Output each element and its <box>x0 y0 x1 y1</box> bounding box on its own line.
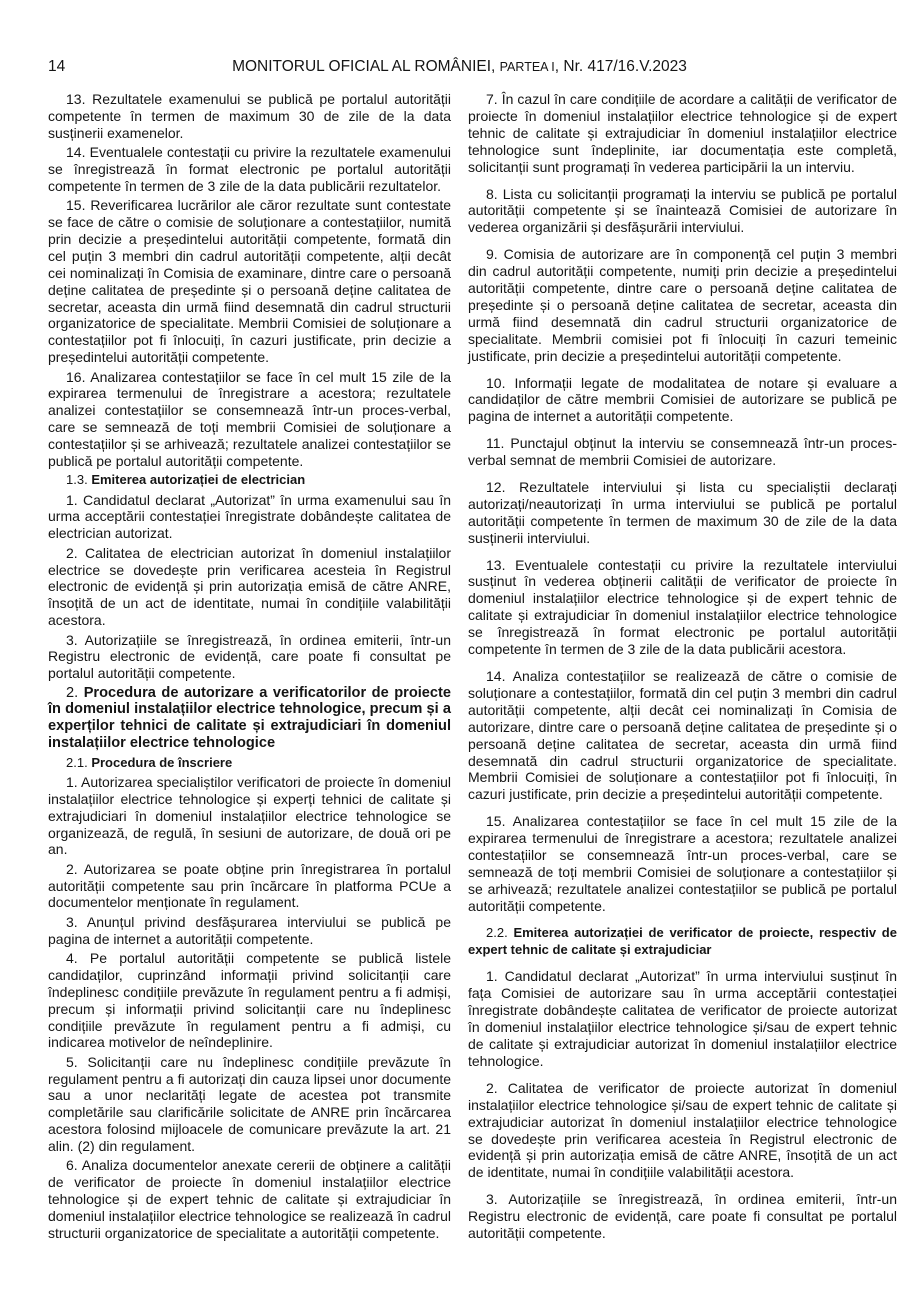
paragraph: 1. Candidatul declarat „Autorizat” în urma examenului sau în urma acceptării contestației înregistrate dobândește calitatea de electrician autorizat. <box>48 491 451 542</box>
page-header <box>0 57 919 77</box>
page-number: 14 <box>48 58 66 75</box>
section-title: Emiterea autorizației de verificator de proiecte, respectiv de expert tehnic de calitate și extrajudiciar <box>468 924 897 957</box>
paragraph: 10. Informații legate de modalitatea de notare și evaluare a candidaților de către membrii Comisiei de autorizare se publică pe pagina de internet a autorității competente. <box>468 374 897 425</box>
paragraph: 6. Analiza documentelor anexate cererii de obținere a calității de verificator de proiecte în domeniul instalațiilor electrice tehnologice și de expert tehnic de calitate și extrajudiciar în domeniul instalațiilor electrice tehnologice se realizează în cadrul structurii organizatorice de specialitate a autorității competente. <box>48 1157 451 1242</box>
paragraph: 13. Eventualele contestații cu privire la rezultatele interviului susținut în vederea obținerii calității de verificator de proiecte în domeniul instalațiilor electrice tehnologice și de expert tehnic de calitate și extrajudiciar în domeniul instalațiilor electrice tehnologice se înregistrează în format electronic pe portalul autorității competente în termen de 3 zile de la data publicării acestora. <box>468 556 897 658</box>
paragraph: 1. Autorizarea specialiștilor verificatori de proiecte în domeniul instalațiilor electrice tehnologice și experți tehnici de calitate și extrajudiciari în domeniul instalațiilor electrice tehnologice se organizează, de regulă, în sesiuni de autorizare, de două ori pe an. <box>48 773 451 858</box>
section-number: 2.1. <box>66 754 88 770</box>
publication-title <box>0 57 919 77</box>
paragraph: 5. Solicitanții care nu îndeplinesc condițiile prevăzute în regulament pentru a fi autorizați din cauza lipsei unor documente sau a unor neclarități legate de acestea pot transmite completările sau clarificările solicitate de ANRE prin încărcarea acestora folosind mijloacele de comunicare prevăzute la art. 21 alin. (2) din regulament. <box>48 1053 451 1155</box>
paragraph: 2. Autorizarea se poate obține prin înregistrarea în portalul autorității competente sau prin încărcare în platforma PCUe a documentelor menționate în regulament. <box>48 860 451 911</box>
paragraph: 12. Rezultatele interviului și lista cu specialiștii declarați autorizați/neautorizați în urma interviului se publică pe portalul autorității competente în termen de maximum 30 de zile de la data susținerii interviului. <box>468 478 897 546</box>
publication-name: MONITORUL OFICIAL AL ROMÂNIEI, <box>232 58 496 75</box>
section-number: 1.3. <box>66 472 88 488</box>
section-heading-2-2 <box>468 925 897 959</box>
paragraph: 2. Calitatea de verificator de proiecte autorizat în domeniul instalațiilor electrice tehnologice și/sau de expert tehnic de calitate și extrajudiciar autorizat în domeniul instalațiilor electrice tehnologice se dovedește prin verificarea acesteia în Registrul electronic de evidență și prin autorizația emisă de către ANRE, însoțită de un act de identitate, numai în condițiile valabilității acestora. <box>468 1079 897 1181</box>
paragraph: 14. Analiza contestațiilor se realizează de către o comisie de soluționare a contestațiilor, formată din cel puțin 3 membri din cadrul autorității competente, alții decât cei nominalizați în Comisia de autorizare, dintre care o persoană deține calitatea de președinte și o persoană deține calitatea de secretar, aceasta din urmă fiind desemnată din cadrul structurii organizatorice de specialitate. Membrii Comisiei de soluționare a contestațiilor pot fi înlocuiți, în cazuri justificate, prin decizie a președintelui autorității competente. <box>468 667 897 803</box>
section-title: Procedura de înscriere <box>91 754 233 770</box>
right-column <box>468 91 897 1242</box>
section-number: 2.2. <box>486 924 508 940</box>
section-title: Emiterea autorizației de electrician <box>91 472 306 488</box>
chapter-number: 2. <box>66 684 79 701</box>
paragraph: 4. Pe portalul autorității competente se publică listele candidaților, cuprinzând informații privind solicitanții care îndeplinesc condițiile prevăzute în regulament pentru a fi admiși, precum și informații privind solicitanții care nu îndeplinesc condițiile prevăzute în regulament pentru a fi admiși, cu indicarea motivelor de neîndeplinire. <box>48 949 451 1051</box>
paragraph: 3. Autorizațiile se înregistrează, în ordinea emiterii, într-un Registru electronic de evidență, care poate fi consultat pe portalul autorității competente. <box>48 631 451 682</box>
publication-issue: , Nr. 417/16.V.2023 <box>554 58 687 75</box>
paragraph: 3. Autorizațiile se înregistrează, în ordinea emiterii, într-un Registru electronic de evidență, care poate fi consultat pe portalul autorității competente. <box>468 1191 897 1241</box>
paragraph: 14. Eventualele contestații cu privire la rezultatele examenului se înregistrează în format electronic pe portalul autorității competente în termen de 3 zile de la data publicării rezultatelor. <box>48 144 451 194</box>
paragraph: 7. În cazul în care condițiile de acordare a calității de verificator de proiecte în domeniul instalațiilor electrice tehnologice și de expert tehnic de calitate și extrajudiciar în domeniul instalațiilor electrice tehnologice sunt îndeplinite, iar documentația este completă, solicitanții sunt programați în vederea participării la un interviu. <box>468 91 897 175</box>
paragraph: 9. Comisia de autorizare are în componență cel puțin 3 membri din cadrul autorității competente, numiți prin decizie a președintelui autorității competente, dintre care o persoană deține calitatea de președinte și o persoană deține calitatea de secretar, aceasta din urmă fiind desemnată din cadrul structurii organizatorice de specialitate. Membrii comisiei pot fi înlocuiți în cazuri temeinic justificate, prin decizie a președintelui autorității competente. <box>468 246 897 364</box>
paragraph: 3. Anunțul privind desfășurarea interviului se publică pe pagina de internet a autorității competente. <box>48 913 451 947</box>
paragraph: 11. Punctajul obținut la interviu se consemnează într-un proces-verbal semnat de membrii Comisiei de autorizare. <box>468 435 897 469</box>
left-column <box>48 91 451 1242</box>
section-heading-2-1 <box>48 755 451 772</box>
chapter-heading-2 <box>48 685 451 753</box>
paragraph: 13. Rezultatele examenului se publică pe portalul autorității competente în termen de maximum 30 de zile de la data susținerii examenelor. <box>48 91 451 141</box>
paragraph: 16. Analizarea contestațiilor se face în cel mult 15 zile de la expirarea termenului de înregistrare a acestora; rezultatele analizei contestațiilor se consemnează într-un proces-verbal, care se semnează de toți membrii Comisiei de soluționare a contestațiilor și se arhivează; rezultatele analizei contestațiilor se publică pe portalul autorității competente. <box>48 368 451 470</box>
paragraph: 8. Lista cu solicitanții programați la interviu se publică pe portalul autorității competente și se înaintează Comisiei de autorizare în vederea organizării și desfășurării interviului. <box>468 185 897 236</box>
paragraph: 15. Analizarea contestațiilor se face în cel mult 15 zile de la expirarea termenului de înregistrare a acestora; rezultatele analizei contestațiilor se consemnează într-un proces-verbal, care se semnează de toți membrii Comisiei de soluționare a contestațiilor și se arhivează; rezultatele analizei contestațiilor se publică pe portalul autorității competente. <box>468 813 897 914</box>
section-heading-1-3 <box>48 472 451 489</box>
paragraph: 2. Calitatea de electrician autorizat în domeniul instalațiilor electrice se dovedește prin verificarea acesteia în Registrul electronic de evidență și prin autorizația emisă de către ANRE, însoțită de un act de identitate, numai în condițiile valabilității acestora. <box>48 544 451 629</box>
paragraph: 15. Reverificarea lucrărilor ale căror rezultate sunt contestate se face de către o comisie de soluționare a contestațiilor, numită prin decizie a președintelui autorității competente, formată din cel puțin 3 membri din cadrul autorității competente, alții decât cei nominalizați în Comisia de examinare, dintre care o persoană deține calitatea de președinte și o persoană deține calitatea de secretar, aceasta din urmă fiind desemnată din cadrul structurii organizatorice de specialitate. Membrii Comisiei de soluționare a contestațiilor pot fi înlocuiți, în cazuri justificate, prin decizie a președintelui autorității competente. <box>48 197 451 366</box>
publication-part: PARTEA I <box>499 60 555 74</box>
paragraph: 1. Candidatul declarat „Autorizat” în urma interviului susținut în fața Comisiei de autorizare sau în urma acceptării contestației înregistrate dobândește calitatea de verificator de proiecte autorizat în domeniul instalațiilor electrice tehnologice și/sau de expert tehnic de calitate și extrajudiciar autorizat în domeniul instalațiilor electrice tehnologice. <box>468 968 897 1069</box>
chapter-title: Procedura de autorizare a verificatorilor de proiecte în domeniul instalațiilor electrice tehnologice, precum și a experților tehnici de calitate și extrajudiciari în domeniul instalațiilor electrice tehnologice <box>48 684 451 752</box>
